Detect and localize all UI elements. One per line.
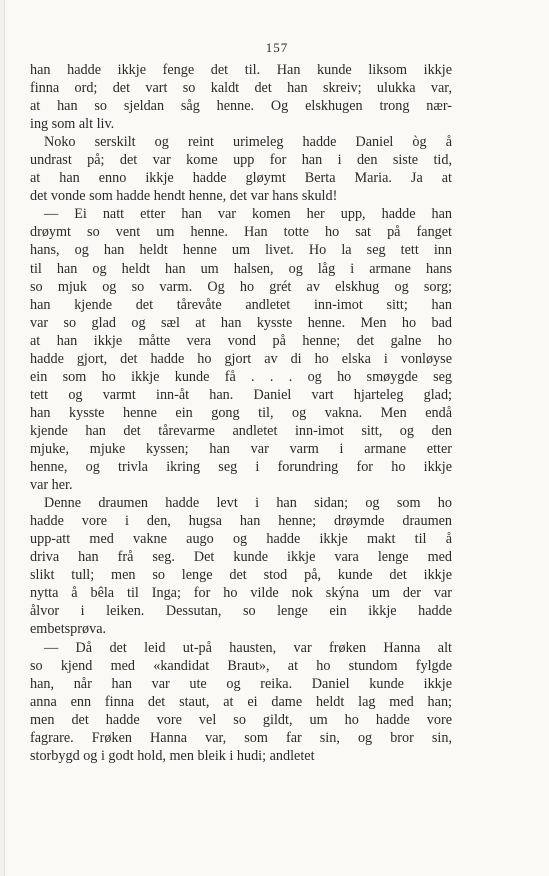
paragraph bbox=[30, 61, 452, 133]
text-line: — Ei natt etter han var komen her upp, hadde han bbox=[44, 206, 452, 223]
text-line: ålvor i leiken. Dessutan, so lenge ein ikkje hadde bbox=[30, 603, 452, 620]
text-line: han kysste henne ein gong til, og vakna. Men endå bbox=[30, 404, 452, 421]
text-line: at han so sjeldan såg henne. Og elskhugen trong nær- bbox=[30, 98, 452, 115]
book-page bbox=[4, 0, 549, 876]
text-line: tett og varmt inn-åt han. Daniel vart hjarteleg glad; bbox=[30, 386, 452, 403]
text-line: finna ord; det vart so kaldt det han skreiv; ulukka var, bbox=[30, 80, 452, 97]
text-line: men det hadde vore vel so gildt, um ho hadde vore bbox=[30, 711, 452, 728]
text-line: henne, og trivla ikring seg i forundring for ho ikkje bbox=[30, 459, 452, 476]
text-line: hadde gjort, det hadde ho gjort av di ho elska i vonløyse bbox=[30, 350, 452, 367]
text-line: var so glad og sæl at han kysste henne. Men ho bad bbox=[30, 314, 452, 331]
text-line: han kjende det tårevåte andletet inn-imot sitt; han bbox=[30, 296, 452, 313]
text-line: han, når han var ute og reika. Daniel kunde ikkje bbox=[30, 675, 452, 692]
text-line: mjuke, mjuke kyssen; han var varm i armane etter bbox=[30, 440, 452, 457]
text-line: fagrare. Frøken Hanna var, som far sin, og bror sin, bbox=[30, 729, 452, 746]
paragraph bbox=[30, 205, 452, 494]
text-line: undrast på; det var kome upp for han i den siste tid, bbox=[30, 152, 452, 169]
paragraph bbox=[30, 639, 452, 765]
text-line: kjende han det tårevarme andletet inn-imot sitt, og den bbox=[30, 422, 452, 439]
text-line: han hadde ikkje fenge det til. Han kunde liksom ikkje bbox=[30, 62, 452, 78]
text-line: so mjuk og so varm. Og ho grét av elskhug og sorg; bbox=[30, 278, 452, 295]
text-line: drøymt so vent um henne. Han totte ho sat på fanget bbox=[30, 224, 452, 241]
paragraph bbox=[30, 494, 452, 638]
text-line: slikt tull; men so lenge det stod på, kunde det ikkje bbox=[30, 567, 452, 584]
text-line: nytta å bêla til Inga; for ho vilde nok skýna um der var bbox=[30, 585, 452, 602]
text-line: hans, og han heldt henne um livet. Ho la seg tett inn bbox=[30, 242, 452, 259]
text-line: var her. bbox=[30, 477, 73, 494]
text-line: upp-att med vakne augo og hadde ikkje makt til å bbox=[30, 531, 452, 548]
text-line: det vonde som hadde hendt henne, det var hans skuld! bbox=[30, 188, 338, 205]
text-line: so kjend med «kandidat Braut», at ho stundom fylgde bbox=[30, 657, 452, 674]
text-line: storbygd og i godt hold, men bleik i hudi; andletet bbox=[30, 747, 315, 764]
text-line: Denne draumen hadde levt i han sidan; og som ho bbox=[44, 495, 452, 512]
text-line: embetsprøva. bbox=[30, 621, 107, 638]
text-line: at han ikkje måtte vera vond på henne; det galne ho bbox=[30, 332, 452, 349]
text-line: hadde vore i den, hugsa han henne; drøymde draumen bbox=[30, 513, 452, 530]
text-line: Noko serskilt og reint urimeleg hadde Daniel òg å bbox=[44, 134, 452, 151]
text-line: ing som alt liv. bbox=[30, 116, 115, 133]
body-text bbox=[30, 61, 452, 765]
text-line: anna enn finna det staut, at ei dame heldt lag med han; bbox=[30, 693, 452, 710]
text-line: ein som ho ikkje kunde få . . . og ho smøygde seg bbox=[30, 368, 452, 385]
page-number: 157 bbox=[265, 40, 289, 55]
text-line: til han og heldt han um halsen, og låg i armane hans bbox=[30, 260, 452, 277]
text-line: — Då det leid ut-på hausten, var frøken Hanna alt bbox=[44, 639, 452, 656]
text-line: at han enno ikkje hadde gløymt Berta Maria. Ja at bbox=[30, 170, 452, 187]
paragraph bbox=[30, 133, 452, 205]
text-line: driva han frå seg. Det kunde ikkje vara lenge med bbox=[30, 549, 452, 566]
